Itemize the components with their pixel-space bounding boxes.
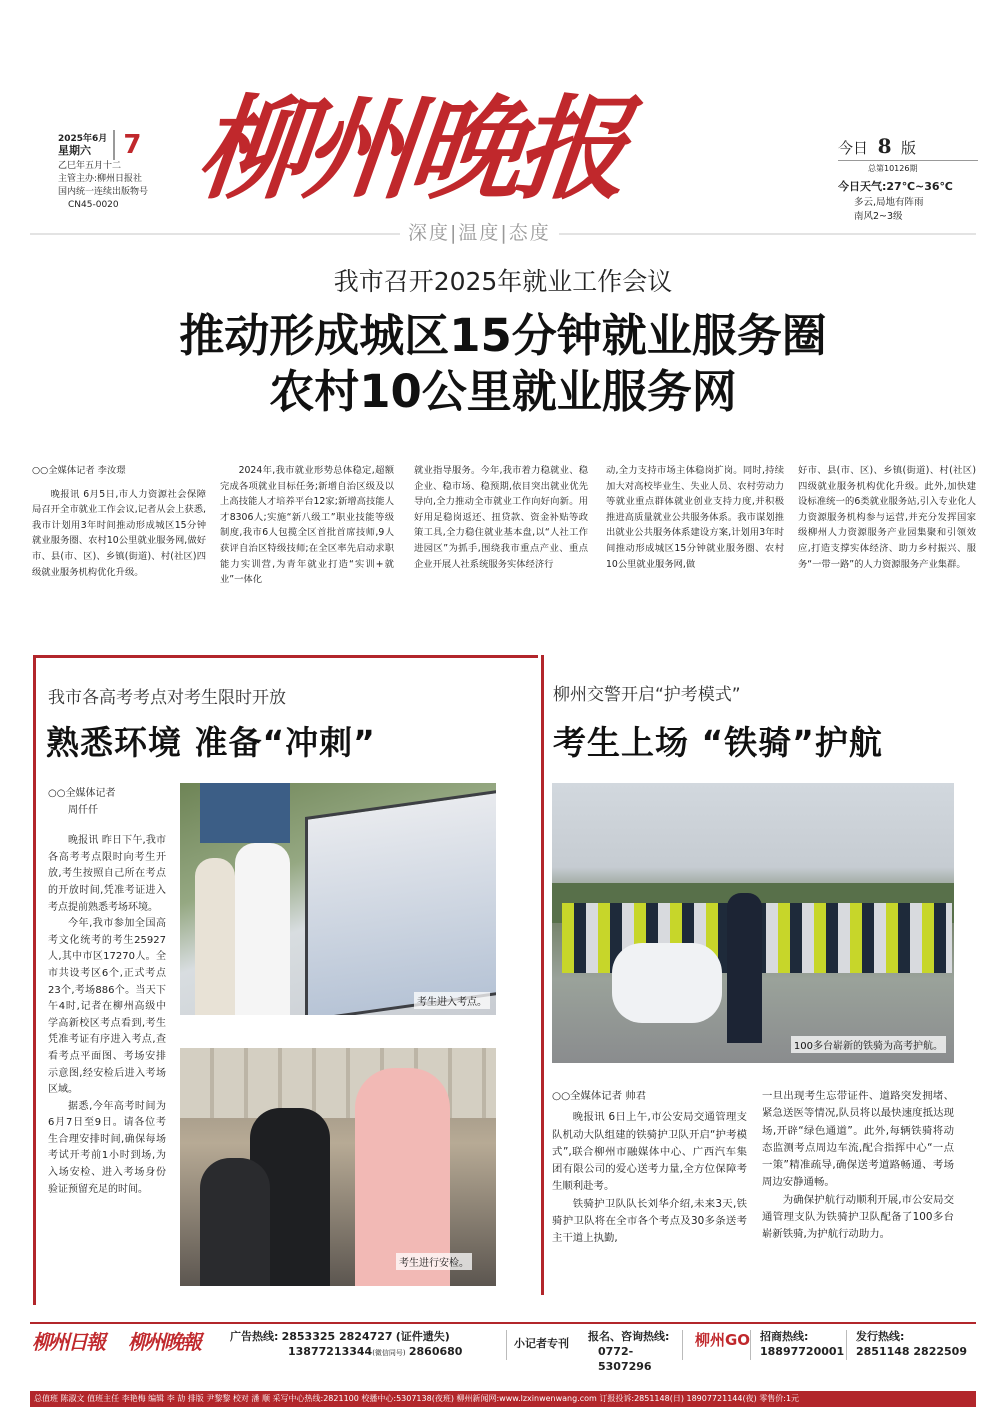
student-crouch-figure xyxy=(200,1158,270,1286)
footer-separator xyxy=(682,1330,683,1360)
lead-col1-text: 晚报讯 6月5日,市人力资源社会保障局召开全市就业工作会议,记者从会上获悉,我市计划用3年时间推动形成城区15分钟就业服务圈、农村10公里就业服务网,做好市、县(市、区)、乡镇(街道)、村(社区)四级就业服务机构优化升级。 xyxy=(32,488,206,578)
ad-numbers: 2853325 2824727 xyxy=(281,1330,393,1343)
footer-rule xyxy=(30,1322,976,1324)
masthead-slogan: 深度|温度|态度 xyxy=(400,218,559,245)
lead-col5-text: 好市、县(市、区)、乡镇(街道)、村(社区)四级就业服务机构优化升级。此外,加快建设标准统一的6类就业服务站,引入专业化人力资源服务机构参与运营,并充分发挥国家级柳州人力资源服务产业园集聚和引领效应,打造支撑实体经济、助力乡村振兴、服务“一带一路”的人力资源服务产业集群。 xyxy=(798,465,976,570)
footer-logo-daily: 柳州日報 xyxy=(32,1330,104,1354)
footer-separator xyxy=(750,1330,751,1360)
ad-line2b: 2860680 xyxy=(408,1345,463,1358)
police-para-1: 晚报讯 6日上午,市公安局交通管理支队机动大队组建的铁骑护卫队开启“护考模式”,联合柳州市融媒体中心、广西汽车集团有限公司的爱心送考力量,全方位保障考生顺利赴考。 xyxy=(552,1111,747,1193)
footer-signup: 报名、咨询热线: 0772-5307296 xyxy=(588,1330,670,1373)
ad-extra: (证件遗失) xyxy=(395,1330,450,1343)
lead-column-2 xyxy=(220,463,394,588)
footer-separator xyxy=(506,1330,507,1360)
exam-photo-2 xyxy=(180,1048,496,1286)
lead-headline-line2: 农村10公里就业服务网 xyxy=(269,365,737,418)
exam-byline-1: ○○全媒体记者 xyxy=(48,788,116,799)
masthead-date: 2025年6月 xyxy=(58,134,108,144)
police-para-4: 为确保护航行动顺利开展,市公安局交通管理支队为铁骑护卫队配备了100多台崭新铁骑,为护航行动助力。 xyxy=(762,1193,954,1241)
pages-count: 今日 8 版 xyxy=(838,134,917,158)
masthead-weekday: 星期六 xyxy=(58,144,91,157)
issue-number: 总第10126期 xyxy=(838,160,978,177)
exam-kicker: 我市各高考考点对考生限时开放 xyxy=(48,688,286,708)
masthead-sponsor: 主管主办:柳州日报社 xyxy=(58,174,143,184)
exam-text-column xyxy=(48,786,166,1198)
exam-para-3: 据悉,今年高考时间为6月7日至9日。请各位考生合理安排时间,确保每场考试开考前1小时到场,为入场安检、进入考场身份验证预留充足的时间。 xyxy=(48,1100,166,1195)
footer-staff-bar: 总值班 陈淑文 值班主任 李艳梅 编辑 李 劼 排版 尹黎黎 校对 潘 顺 采写中心热线:2821100 校播中心:5307138(夜班) 柳州新闻网:www.lzxinwenwang.com 订报投诉:2851148(日) 18907721144(夜) 零售价:1元 xyxy=(30,1391,976,1407)
lead-col2-text: 2024年,我市就业形势总体稳定,超额完成各项就业目标任务;新增自治区级及以上高技能人才培养平台12家;新增高技能人才8306人;实施“新八级工”职业技能等级制度,我市6人包揽全区首批首席技师,9人获评自治区特级技师;在全区率先启动求职能力实训营,为青年就业打造“实训+就业”一体化 xyxy=(220,465,394,586)
tent-canopy xyxy=(200,783,290,843)
newspaper-logo: 柳州晚报 xyxy=(191,84,629,215)
exam-photo-1 xyxy=(180,783,496,1015)
weather-title: 今日天气:27℃~36℃ xyxy=(838,180,953,193)
exam-notice-board xyxy=(305,789,496,1015)
footer-go-logo: 柳州GO xyxy=(695,1331,751,1349)
lead-col4-text: 动,全力支持市场主体稳岗扩岗。同时,持续加大对高校毕业生、失业人员、农村劳动力等就业重点群体就业创业支持力度,并积极推进高质量就业公共服务体系。我市谋划推出就业公共服务体系建设方案,计划用3年时间推动形成城区15分钟就业服务圈、农村10公里就业服务网,做 xyxy=(606,465,784,570)
lead-kicker: 我市召开2025年就业工作会议 xyxy=(333,267,673,296)
lead-column-5 xyxy=(798,463,976,572)
ad-label: 广告热线: xyxy=(230,1330,279,1343)
student-figure-1 xyxy=(235,843,290,1015)
lead-col3-text: 就业指导服务。今年,我市着力稳就业、稳企业、稳市场、稳预期,依目突出就业优先导向,全力推动全市就业工作向好向新。用好用足稳岗返还、扭贷款、资金补贴等政策工具,全力稳住就业基本盘,以“人社工作进园区”为抓手,围绕我市重点产业、重点企业开展人社系统服务实体经济行 xyxy=(414,465,588,570)
footer-separator xyxy=(846,1330,847,1360)
lead-headline xyxy=(0,308,1006,420)
footer-logo-evening: 柳州晚報 xyxy=(128,1330,200,1354)
police-headline: 考生上场 “铁骑”护航 xyxy=(553,723,883,762)
police-photo-caption: 100多台崭新的铁骑为高考护航。 xyxy=(791,1036,946,1053)
footer-distribution: 发行热线: 2851148 2822509 xyxy=(856,1330,967,1358)
police-kicker: 柳州交警开启“护考模式” xyxy=(553,685,741,705)
masthead-issn: CN45-0020 xyxy=(68,200,119,210)
weather-line1: 多云,局地有阵雨 xyxy=(854,197,924,208)
lead-column-1 xyxy=(32,463,206,580)
police-para-2: 铁骑护卫队队长刘华介绍,未来3天,铁骑护卫队将在全市各个考点及30多条送考主干道上执勤, xyxy=(552,1197,747,1245)
exam-para-2: 今年,我市参加全国高考文化统考的考生25927人,其中市区17270人。全市共设考区6个,正式考点23个,考场886个。当天下午4时,记者在柳州高级中学高新校区考点看到,考生凭准考证有序进入考点,查看考点平面图、考场安排示意图,经安检后进入考场区域。 xyxy=(48,918,166,1096)
masthead-day: 7 xyxy=(113,130,141,160)
footer-reporter-label: 小记者专刊 xyxy=(514,1337,569,1350)
ad-line2: 13877213344 xyxy=(288,1345,373,1358)
lead-byline: ○○全媒体记者 李汝璟 xyxy=(32,465,126,476)
masthead-lunar: 乙巳年五月十二 xyxy=(58,161,122,171)
police-photo xyxy=(552,783,954,1063)
police-byline: ○○全媒体记者 帅君 xyxy=(552,1090,647,1102)
exam-headline: 熟悉环境 准备“冲刺” xyxy=(46,723,376,762)
masthead-date-block xyxy=(58,130,178,212)
weather-line2: 南风2~3级 xyxy=(854,211,903,222)
police-column-2 xyxy=(762,1088,954,1244)
exam-photo-1-caption: 考生进入考点。 xyxy=(414,992,490,1009)
footer-hire: 招商热线: 18897720001 xyxy=(760,1330,845,1358)
officer-figure xyxy=(727,893,762,1043)
exam-para-1: 晚报讯 昨日下午,我市各高考考点限时向考生开放,考生按照自己所在考点的开放时间,凭准考证进入考点提前熟悉考场环境。 xyxy=(48,835,166,913)
police-para-3: 一旦出现考生忘带证件、道路突发拥堵、紧急送医等情况,队员将以最快速度抵达现场,开辟“绿色通道”。此外,每辆铁骑将动态监测考点周边车流,配合指挥中心“一点一策”精准疏导,确保送考道路畅通、考场周边安静通畅。 xyxy=(762,1090,954,1189)
masthead-issn-label: 国内统一连续出版物号 xyxy=(58,187,149,197)
lead-column-4 xyxy=(606,463,784,572)
student-figure-2 xyxy=(195,858,235,1015)
lead-column-3 xyxy=(414,463,588,572)
police-column-1 xyxy=(552,1088,747,1248)
masthead-info-block xyxy=(838,134,978,222)
police-motorcycle xyxy=(612,943,722,1023)
exam-photo-2-caption: 考生进行安检。 xyxy=(396,1253,472,1270)
ad-line2-note: (微信同号) xyxy=(372,1349,406,1357)
exam-byline-2: 周仟仟 xyxy=(68,804,98,816)
footer-ad-hotline xyxy=(230,1330,505,1360)
lead-headline-line1: 推动形成城区15分钟就业服务圈 xyxy=(179,309,827,362)
